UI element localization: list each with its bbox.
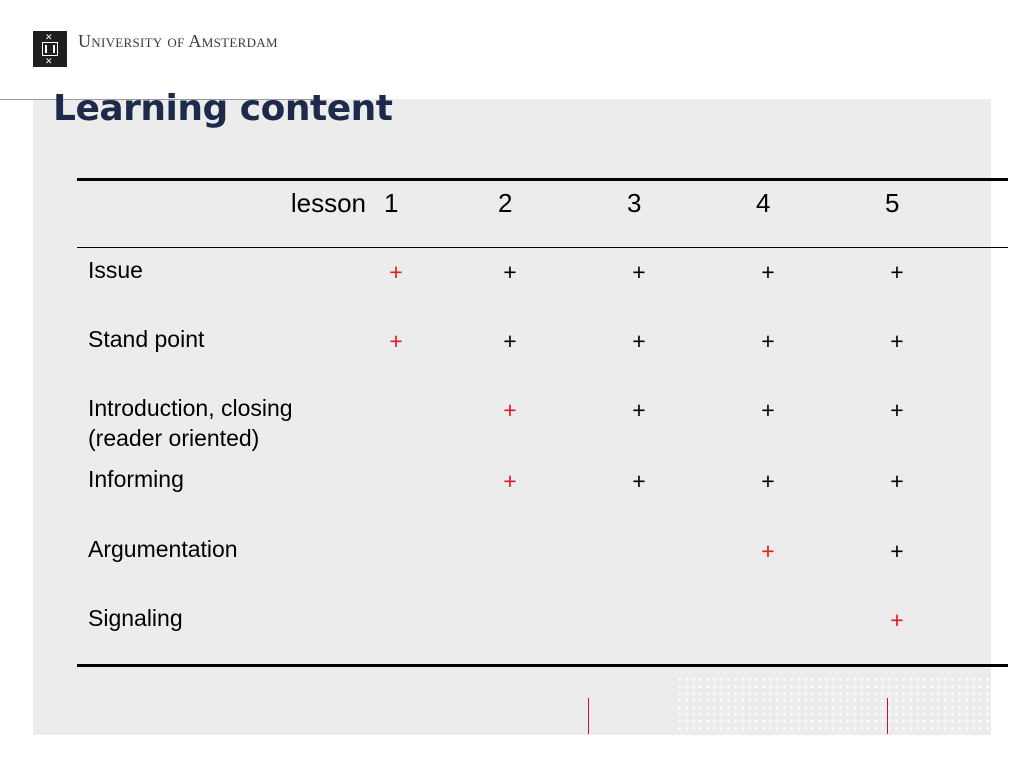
table-header-rule [77, 247, 1008, 248]
lesson-header-4: 4 [756, 188, 771, 218]
plus-mark: + [632, 397, 646, 423]
plus-mark: + [761, 468, 775, 494]
plus-mark: + [890, 328, 904, 354]
row-label: Informing [88, 466, 184, 492]
plus-mark: + [890, 607, 904, 633]
plus-mark: + [890, 468, 904, 494]
plus-mark: + [890, 538, 904, 564]
lesson-header-1: 1 [384, 188, 399, 218]
university-name: University of Amsterdam [78, 31, 278, 51]
plus-mark: + [503, 259, 517, 285]
plus-mark: + [503, 397, 517, 423]
plus-mark: + [890, 397, 904, 423]
lesson-header-5: 5 [885, 188, 900, 218]
plus-mark: + [389, 259, 403, 285]
decorative-dot-pattern [676, 676, 990, 734]
lesson-header-3: 3 [627, 188, 642, 218]
plus-mark: + [761, 538, 775, 564]
plus-mark: + [761, 328, 775, 354]
table-header-label: lesson [290, 188, 366, 218]
decorative-red-line [588, 698, 589, 734]
lesson-header-2: 2 [498, 188, 513, 218]
plus-mark: + [632, 259, 646, 285]
row-label: Introduction, closing (reader oriented) [88, 395, 293, 451]
decorative-red-line [887, 698, 888, 734]
row-label: Argumentation [88, 536, 238, 562]
plus-mark: + [389, 328, 403, 354]
slide-title: Learning content [53, 88, 393, 129]
table-top-rule [77, 178, 1008, 181]
table-bottom-rule [77, 664, 1008, 667]
plus-mark: + [890, 259, 904, 285]
plus-mark: + [761, 259, 775, 285]
row-label: Signaling [88, 605, 183, 631]
row-label: Issue [88, 257, 143, 283]
plus-mark: + [503, 468, 517, 494]
plus-mark: + [632, 328, 646, 354]
plus-mark: + [632, 468, 646, 494]
university-logo-icon: ✕ ✕ [33, 31, 67, 67]
plus-mark: + [503, 328, 517, 354]
plus-mark: + [761, 397, 775, 423]
row-label: Stand point [88, 326, 205, 352]
